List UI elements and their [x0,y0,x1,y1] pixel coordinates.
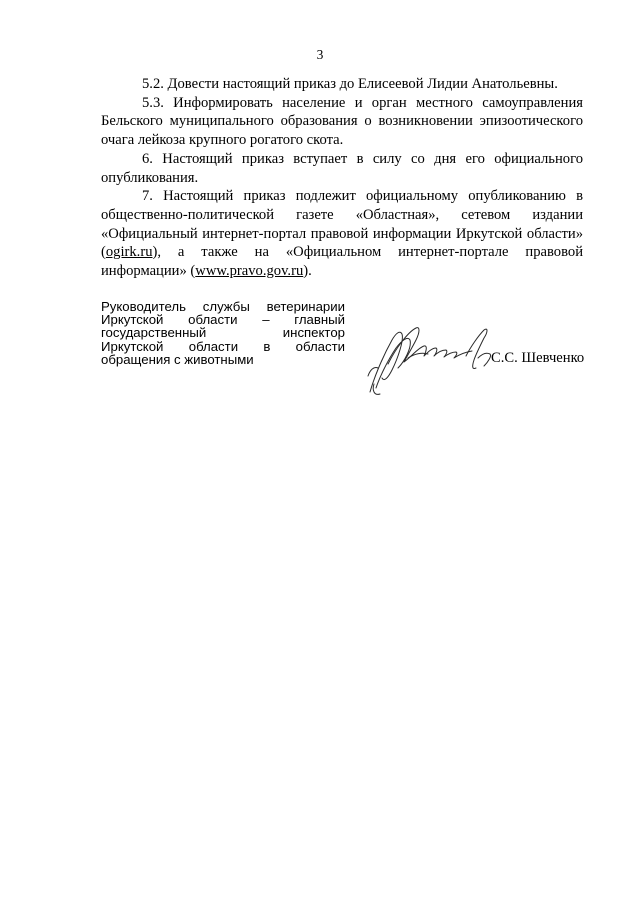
handwritten-signature [362,318,510,398]
paragraph-5-3: 5.3. Информировать население и орган местного самоуправления Бельского муниципального образования о возникновении эпизоотического очага лейкоза крупного рогатого скота. [101,94,583,149]
signatory-position [101,300,345,366]
paragraph-6: 6. Настоящий приказ вступает в силу со дня его официального опубликования. [101,150,583,186]
signatory-line-1: Руководитель службы ветеринарии [101,299,345,314]
document-body [101,75,583,281]
signatory-line-5: обращения с животными [101,351,254,367]
paragraph-7-text-3: ). [303,263,312,280]
signatory-line-2: Иркутской области – главный [101,312,345,328]
signatory-line-4: Иркутской области в области [101,338,345,354]
signer-name: С.С. Шевченко [491,350,585,366]
page-number: 3 [316,47,324,62]
paragraph-7-text-2: ), а также на «Официальном интернет-портале правовой информации» ( [101,244,583,280]
paragraph-7 [101,187,583,281]
paragraph-5-2: 5.2. Довести настоящий приказ до Елисеевой Лидии Анатольевны. [142,76,558,92]
signatory-line-3: государственный инспектор [101,325,345,341]
ogirk-link[interactable]: ogirk.ru [105,244,153,261]
pravo-gov-link[interactable]: www.pravo.gov.ru [195,263,304,280]
paragraph-7-text-1: 7. Настоящий приказ подлежит официальному опубликованию в общественно-политической газете «Областная», сетевом издании «Официальный интернет-портал правовой информации Иркутской области» ( [101,188,583,261]
